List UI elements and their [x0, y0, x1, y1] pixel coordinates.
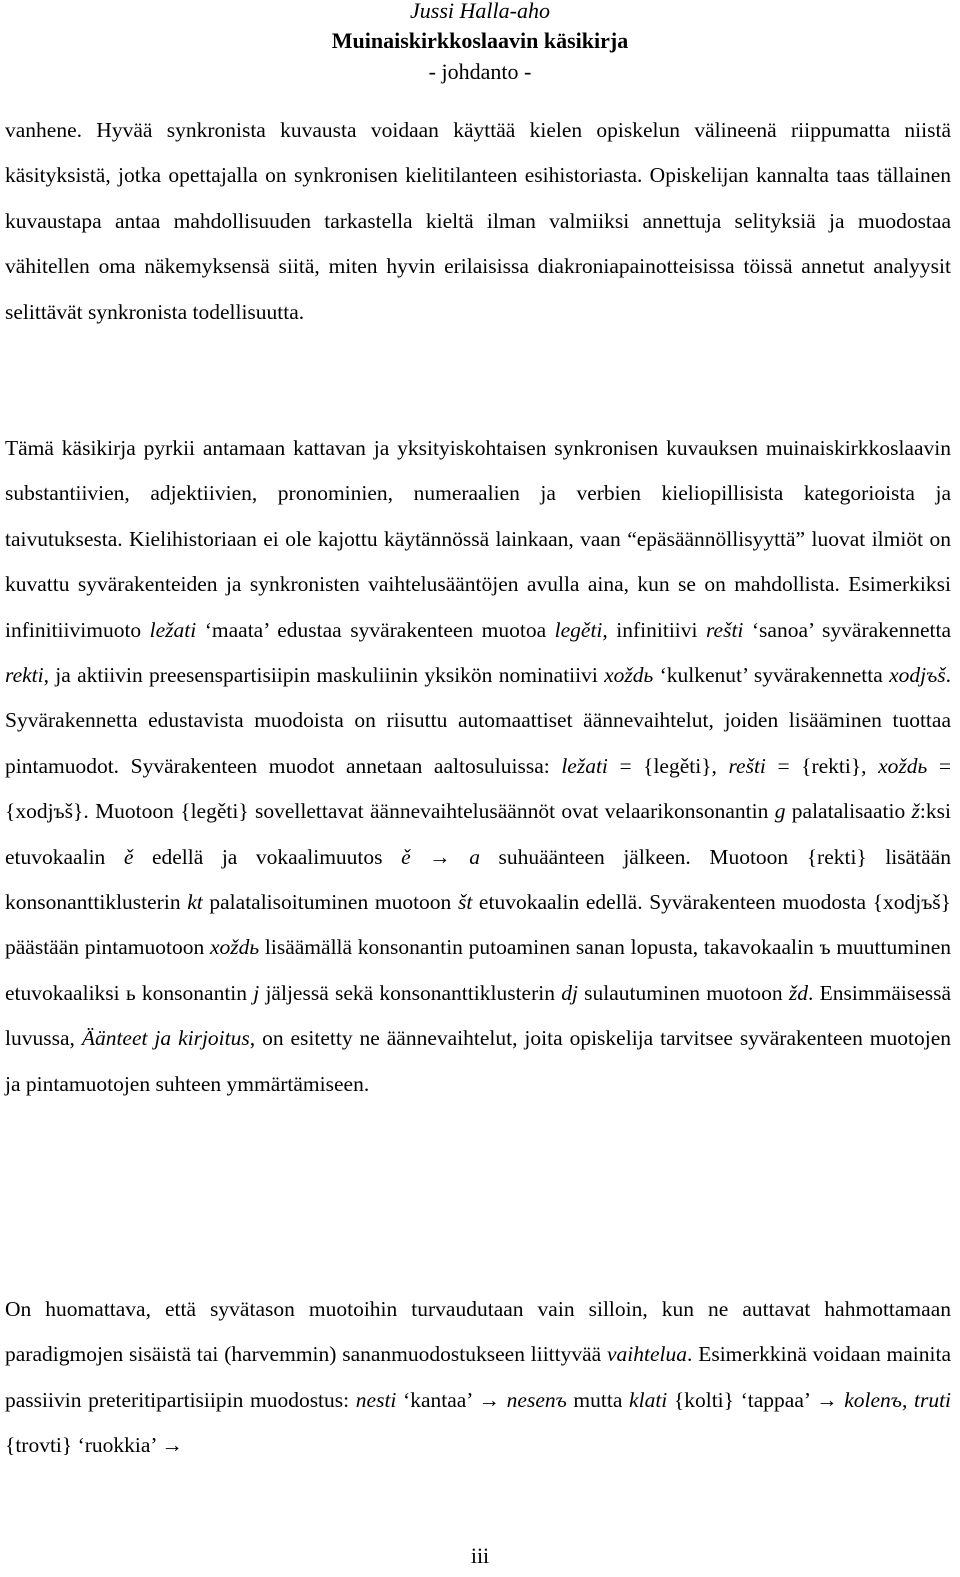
example-word: nesti [355, 1387, 397, 1412]
example-word: ležati [149, 617, 197, 642]
emphasis-word: vaihtelua [607, 1342, 688, 1367]
text-run: Tämä käsikirja pyrkii antamaan kattavan ja yksityiskohtaisen synkronisen kuvauksen muinaiskirkkoslaavin substantiivien, adjektiivien, pronominien, numeraalien ja verbien kieliopillisista kategorioista ja taivutuksesta. Kielihistoriaan ei ole kajottu käytännössä lainkaan, vaan “epäsäännöllisyyttä” luovat ilmiöt on kuvattu syvärakenteiden ja synkronisten vaihtelusääntöjen avulla aina, kun se on mahdollista. Esimerkiksi infinitiivimuoto [5, 436, 951, 642]
page-number: iii [470, 1543, 490, 1568]
text-run: muuttuminen etuvokaaliksi [5, 935, 951, 1005]
text-run: = {xodjъš}. Muotoon {legěti} sovellettavat äännevaihtelusäännöt ovat velaarikonsonantin [5, 753, 951, 824]
example-word: št [457, 890, 473, 915]
example-letter: ь [125, 980, 136, 1005]
example-word: klati [629, 1387, 668, 1412]
example-word: rešti [705, 617, 744, 642]
example-word: xoždь [209, 935, 260, 960]
text-run: mutta [566, 1387, 630, 1412]
example-word: rekti [5, 663, 44, 688]
text-run: . Esimerkkinä voidaan mainita passiivin preteritipartisiipin muodostus: [5, 1342, 952, 1412]
paragraph-text: vanhene. Hyvää synkronista kuvausta voidaan käyttää kielen opiskelun välineenä riippumatta niistä käsityksistä, jotka opettajalla on synkronisen kielitilanteen esihistoriasta. Opiskelijan kannalta taas tällainen kuvaustapa antaa mahdollisuuden tarkastella kieltä ilman valmiiksi annettuja selityksiä ja muodostaa vähitellen oma näkemyksensä siitä, miten hyvin erilaisissa diakroniapainotteisissa töissä annetut analyysit selittävät synkronista todellisuutta. [5, 118, 951, 324]
author-name: Jussi Halla-aho [410, 0, 550, 23]
text-run: ‘kulkenut’ syvärakennetta [653, 663, 890, 688]
text-run: , infinitiivi [602, 617, 706, 642]
example-word: ě → a [401, 844, 480, 869]
text-run: On huomattava, että syvätason muotoihin turvaudutaan vain silloin, kun ne auttavat hahmottamaan paradigmojen sisäistä tai (harvemmin) sananmuodostukseen liittyvää [5, 1297, 951, 1367]
example-word: truti [913, 1387, 952, 1412]
text-run: palatalisoituminen muotoon [202, 890, 458, 915]
example-word: dj [561, 980, 578, 1005]
text-run: , [901, 1387, 914, 1412]
paragraph-3 [5, 1287, 951, 1469]
text-run: ‘kantaa’ → [396, 1387, 507, 1412]
text-run: , on esitetty ne äännevaihtelut, joita opiskelija tarvitsee syvärakenteen muotojen ja pintamuotojen suhteen ymmärtämiseen. [5, 1026, 951, 1096]
text-run: lisäämällä konsonantin putoaminen sanan lopusta, takavokaalin [259, 935, 820, 960]
book-title: Muinaiskirkkoslaavin käsikirja [331, 28, 629, 53]
text-run: sulautuminen muotoon [577, 980, 789, 1005]
chapter-reference: Äänteet ja kirjoitus [81, 1026, 250, 1051]
example-word: kolenъ [844, 1387, 902, 1412]
text-run: jäljessä sekä konsonanttiklusterin [259, 980, 562, 1005]
example-word: ě [123, 844, 134, 869]
text-run: ‘sanoa’ syvärakennetta [743, 617, 951, 642]
example-word: ž [911, 799, 920, 824]
example-word: xoždь [604, 663, 654, 688]
text-run: konsonantin [135, 980, 254, 1005]
example-word: g [774, 799, 786, 824]
example-word: rešti [728, 753, 766, 778]
text-run: edellä ja vokaalimuutos [133, 844, 402, 869]
text-run: palatalisaatio [785, 799, 912, 824]
example-word: xodjъš [889, 663, 946, 688]
paragraph-1 [5, 108, 951, 335]
text-run: {trovti} ‘ruokkia’ → [5, 1433, 183, 1458]
text-run: = {legěti}, [607, 753, 729, 778]
example-word: legěti [554, 617, 603, 642]
text-run: suhuäänteen jälkeen. Muotoon {rekti} lisätään konsonanttiklusterin [5, 844, 951, 915]
example-word: žd [788, 980, 809, 1005]
section-label: - johdanto - [428, 59, 532, 84]
text-run: . Ensimmäisessä luvussa, [5, 980, 952, 1051]
text-run: :ksi etuvokaalin [5, 799, 951, 869]
text-run: . Syvärakennetta edustavista muodoista on riisuttu automaattiset äännevaihtelut, joiden lisääminen tuottaa pintamuodot. Syvärakenteen muodot annetaan aaltosuluissa: [5, 663, 951, 778]
example-word: kt [187, 890, 203, 915]
text-run: = {rekti}, [765, 753, 879, 778]
text-run: ‘maata’ edustaa syvärakenteen muotoa [196, 617, 555, 642]
text-run: {kolti} ‘tappaa’ → [667, 1387, 845, 1412]
text-run: etuvokaalin edellä. Syvärakenteen muodosta {xodjъš} päästään pintamuotoon [5, 890, 951, 960]
example-word: xoždь [878, 753, 928, 778]
example-word: j [253, 980, 260, 1005]
text-run: , ja aktiivin preesenspartisiipin maskuliinin yksikön nominatiivi [43, 663, 605, 688]
example-word: nesenъ [506, 1387, 567, 1412]
example-letter: ъ [819, 935, 831, 960]
example-word: ležati [561, 753, 608, 778]
paragraph-2 [5, 426, 951, 1107]
